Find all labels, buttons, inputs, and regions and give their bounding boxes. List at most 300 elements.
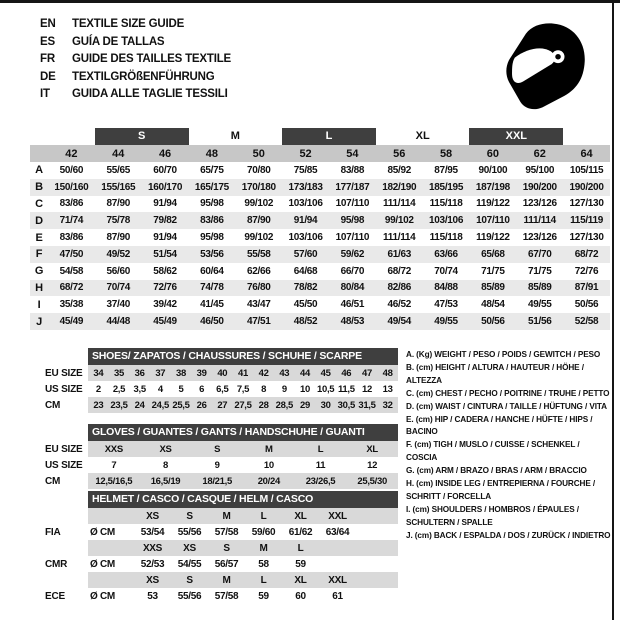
size-value: 12,5/16,5 (95, 475, 133, 487)
language-title: GUIDE DES TAILLES TEXTILE (72, 53, 231, 66)
shoes-row-values (88, 397, 398, 413)
helmet-size-header: S (186, 574, 193, 586)
helmet-size-value: 63/64 (325, 526, 350, 538)
helmet-size-value: 52/53 (140, 558, 165, 570)
helmet-size-value: 54/55 (177, 558, 202, 570)
size-column-header: 56 (393, 147, 406, 160)
size-value: 111/114 (523, 215, 556, 227)
size-value: L (317, 443, 324, 455)
size-value: 45/49 (153, 316, 177, 328)
size-row-a (30, 162, 610, 179)
size-value: 80/84 (340, 282, 365, 294)
size-value: 23 (93, 399, 104, 411)
helmet-values-row (45, 556, 398, 572)
gloves-row-values (88, 441, 398, 457)
size-row-j (30, 313, 610, 330)
size-value: 46/51 (340, 299, 365, 311)
language-row (40, 16, 231, 34)
size-value: 105/115 (569, 164, 604, 176)
helmet-size-header: S (186, 510, 193, 522)
size-value: 60/64 (200, 265, 224, 277)
size-value: 127/130 (569, 232, 604, 244)
size-value: 23,5 (110, 399, 128, 411)
size-value: 75/78 (106, 215, 130, 227)
size-value: 87/90 (106, 198, 130, 210)
size-value: 83/86 (59, 232, 84, 244)
language-title: TEXTILE SIZE GUIDE (72, 18, 185, 30)
size-value: 84/88 (434, 282, 458, 294)
helmet-size-value: 53 (147, 590, 158, 602)
size-value: 10 (263, 459, 274, 471)
size-value: 48/53 (340, 316, 365, 328)
helmet-size-header: M (222, 574, 231, 586)
size-value: 85/89 (481, 282, 505, 294)
size-value: 45 (320, 367, 331, 379)
size-column-header: 50 (252, 147, 265, 160)
size-value: 87/90 (246, 215, 271, 227)
size-value: 35 (114, 367, 124, 379)
size-value: 59/62 (340, 248, 365, 260)
size-value: 85/92 (387, 164, 411, 176)
size-value: 46/50 (200, 316, 224, 328)
helmet-size-value: 56/57 (214, 558, 239, 570)
size-value: 57/60 (293, 248, 318, 260)
size-value: 111/114 (383, 232, 416, 244)
language-code: FR (40, 53, 55, 66)
size-column-header: 64 (580, 147, 593, 160)
size-value: 39/42 (153, 299, 177, 311)
size-column-header: 54 (346, 147, 359, 160)
size-column-header: 42 (65, 147, 78, 160)
size-value: 123/126 (522, 198, 557, 210)
page-border-right (612, 0, 614, 620)
size-value: M (265, 443, 273, 455)
gloves-row (45, 473, 398, 489)
helmet-icon-svg (501, 16, 593, 114)
size-column-header: 44 (112, 147, 125, 160)
size-value: 7 (111, 459, 117, 471)
language-code: IT (40, 88, 50, 101)
legend-item: J. (cm) BACK / ESPALDA / DOS / ZURÜCK / INDIETRO (406, 530, 611, 540)
size-column-header: 62 (533, 147, 546, 160)
size-value: 11,5 (337, 383, 355, 395)
row-label: US SIZE (45, 383, 83, 395)
size-value: 44 (300, 367, 310, 379)
row-label: EU SIZE (45, 367, 83, 379)
legend-item: A. (Kg) WEIGHT / PESO / POIDS / GEWITCH / PESO (406, 350, 601, 359)
row-label: H (35, 281, 43, 294)
shoes-row (45, 397, 398, 413)
size-group-l: L (282, 128, 376, 145)
size-value: 182/190 (382, 181, 417, 193)
size-value: 16,5/19 (150, 475, 181, 487)
size-value: 11 (315, 459, 326, 471)
helmet-size-value: 53/54 (140, 526, 165, 538)
size-value: 8 (163, 459, 168, 471)
shoes-size-table (45, 348, 398, 413)
shoes-title-bar: SHOES/ ZAPATOS / CHAUSSURES / SCHUHE / SCARPE (88, 348, 398, 365)
size-value: 7,5 (236, 383, 250, 395)
size-value: 5 (178, 383, 184, 395)
helmet-size-header: L (260, 574, 267, 586)
row-label: C (35, 197, 43, 210)
legend-item: F. (cm) TIGH / MUSLO / CUISSE / SCHENKEL / COSCIA (406, 440, 580, 463)
size-value: 66/70 (340, 265, 365, 277)
size-value: 119/122 (476, 232, 510, 244)
size-value: 48/54 (481, 299, 505, 311)
shoes-row (45, 365, 398, 381)
size-value: 43 (279, 367, 290, 379)
size-value: 45/50 (293, 299, 318, 311)
helmet-size-header: XXL (328, 574, 347, 586)
helmet-values-row (45, 524, 398, 540)
helmet-size-header: XL (294, 574, 307, 586)
size-value: 107/110 (335, 198, 370, 210)
helmet-size-value: 58 (258, 558, 269, 570)
size-value: 62/66 (246, 265, 271, 277)
helmet-size-header: XL (294, 510, 307, 522)
size-value: 91/94 (153, 198, 177, 210)
size-value: 103/106 (288, 232, 323, 244)
shoes-row (45, 381, 398, 397)
gloves-size-table (45, 424, 398, 489)
size-value: 27 (217, 399, 228, 411)
size-value: 3,5 (133, 383, 146, 395)
diameter-unit: Ø CM (90, 526, 115, 538)
legend-item: D. (cm) WAIST / CINTURA / TAILLE / HÜFTUNG / VITA (406, 401, 607, 411)
size-row-h (30, 280, 610, 297)
size-value: 10 (300, 383, 310, 395)
size-value: 95/98 (200, 198, 224, 210)
language-row (40, 86, 231, 104)
gloves-row (45, 441, 398, 457)
size-group-s: S (95, 128, 189, 145)
size-value: 123/126 (522, 232, 557, 244)
size-value: 18/21,5 (202, 475, 232, 487)
size-value: 51/56 (527, 316, 552, 328)
size-value: 71/74 (59, 215, 84, 227)
size-value: 50/56 (574, 299, 599, 311)
size-value: 61/63 (387, 248, 411, 260)
size-value: 2,5 (112, 383, 126, 395)
size-value: 20/24 (257, 475, 280, 487)
row-label: D (35, 214, 43, 227)
size-value: 37/40 (106, 299, 130, 311)
size-value: 91/94 (153, 232, 177, 244)
size-value: 95/98 (200, 232, 224, 244)
helmet-size-value: 61 (332, 590, 343, 602)
row-label-spacer (45, 424, 88, 441)
size-value: 64/68 (293, 265, 318, 277)
size-value: 40 (217, 367, 228, 379)
size-column-header: 60 (486, 147, 500, 160)
size-value: 37 (155, 367, 166, 379)
size-value: 187/198 (475, 181, 510, 193)
size-value: 56/60 (106, 265, 130, 277)
group-spacer (563, 128, 610, 145)
size-value: 87/91 (574, 282, 599, 294)
size-value: 35/38 (59, 299, 84, 311)
helmet-size-values (88, 588, 398, 604)
size-value: 55/58 (246, 248, 271, 260)
size-value: 27,5 (234, 399, 252, 411)
helmet-size-headers (88, 508, 398, 524)
gloves-header-row (45, 424, 398, 441)
legend-item: I. (cm) SHOULDERS / HOMBROS / ÉPAULES / SCHULTERN / SPALLE (406, 504, 579, 527)
helmet-sizes-row (45, 508, 398, 524)
size-value: 71/75 (527, 265, 552, 277)
size-value: 82/86 (387, 282, 411, 294)
helmet-size-header: L (297, 542, 304, 554)
helmet-size-value: 57/58 (214, 526, 239, 538)
size-column-header: 58 (439, 147, 453, 160)
size-value: 65/68 (481, 248, 505, 260)
helmet-size-header: XXL (328, 510, 347, 522)
helmet-size-value: 59 (295, 558, 306, 570)
helmet-size-value: 60 (295, 590, 306, 602)
size-value: 99/102 (384, 215, 414, 227)
size-value: 119/122 (476, 198, 510, 210)
helmet-size-value: 59/60 (251, 526, 276, 538)
size-value: 72/76 (574, 265, 599, 277)
size-value: 60/70 (153, 164, 177, 176)
helmet-size-values (88, 556, 398, 572)
size-value: 42 (258, 367, 269, 379)
helmet-size-value: 55/56 (177, 590, 202, 602)
size-value: 68/72 (387, 265, 411, 277)
size-value: 25,5 (172, 399, 190, 411)
row-label: G (34, 265, 44, 278)
size-value: 83/88 (340, 164, 365, 176)
size-value: 79/82 (153, 215, 177, 227)
size-value: 63/66 (434, 248, 458, 260)
size-value: 83/86 (59, 198, 84, 210)
size-value: 44/48 (106, 316, 130, 328)
size-value: 71/75 (481, 265, 505, 277)
language-row (40, 51, 231, 69)
size-value: 87/95 (434, 164, 458, 176)
size-value: 32 (382, 399, 393, 411)
size-group-row (30, 128, 610, 145)
row-label: ECE (45, 590, 65, 602)
size-value: 6,5 (216, 383, 229, 395)
size-value: 49/52 (106, 248, 130, 260)
size-value: 52/58 (574, 316, 599, 328)
size-value: 65/75 (200, 164, 224, 176)
row-label: E (35, 231, 43, 244)
measurement-legend (406, 349, 612, 543)
size-value: 103/106 (288, 198, 323, 210)
size-value: 48/52 (293, 316, 318, 328)
gloves-row (45, 457, 398, 473)
helmet-header-row (45, 491, 398, 508)
language-code: DE (40, 70, 56, 83)
row-label: I (37, 298, 41, 311)
size-value: 76/80 (246, 282, 271, 294)
size-value: 70/74 (434, 265, 458, 277)
helmet-size-headers (88, 540, 398, 556)
size-value: 41/45 (200, 299, 224, 311)
size-value: 46/52 (387, 299, 411, 311)
size-group-m: M (230, 130, 240, 142)
size-value: 74/78 (200, 282, 224, 294)
row-label: CM (45, 475, 61, 487)
row-label-spacer (45, 572, 88, 588)
size-value: 160/170 (148, 181, 183, 193)
size-value: 83/86 (200, 215, 224, 227)
size-value: 6 (199, 383, 205, 395)
size-value: 13 (382, 383, 393, 395)
size-value: 46 (341, 367, 352, 379)
helmet-size-header: XXS (142, 542, 163, 554)
size-value: 34 (93, 367, 104, 379)
size-value: 165/175 (194, 181, 229, 193)
size-value: 90/100 (478, 164, 508, 176)
size-value: 9 (214, 459, 220, 471)
size-value: 115/118 (429, 232, 463, 244)
legend-item: G. (cm) ARM / BRAZO / BRAS / ARM / BRACCIO (406, 466, 587, 476)
size-value: XXS (104, 443, 123, 455)
size-value: 30 (320, 399, 331, 411)
size-value: 95/100 (525, 164, 555, 176)
legend-item: B. (cm) HEIGHT / ALTURA / HAUTEUR / HÖHE / ALTEZZA (406, 362, 584, 385)
size-value: 10,5 (317, 383, 335, 395)
shoes-row-values (88, 365, 398, 381)
size-value: 67/70 (527, 248, 552, 260)
helmet-size-value: 55/56 (177, 526, 202, 538)
helmet-size-header: XS (146, 574, 159, 586)
size-value: 107/110 (476, 215, 510, 227)
size-value: 2 (95, 383, 101, 395)
helmet-size-header: L (260, 510, 267, 522)
size-value: 47/53 (434, 299, 458, 311)
language-title: TEXTILGRÖßENFÜHRUNG (72, 70, 215, 83)
legend-item: E. (cm) HIP / CADERA / HANCHE / HÜFTE / HIPS / BACINO (406, 414, 593, 437)
language-code: EN (40, 18, 56, 30)
size-value: 31,5 (358, 399, 376, 411)
row-label-spacer (45, 540, 88, 556)
size-value: 54/58 (59, 265, 84, 277)
row-label-spacer (45, 491, 88, 508)
size-row-c (30, 196, 610, 213)
size-row-g (30, 263, 610, 280)
textile-size-table (30, 128, 610, 330)
size-value: 47/50 (59, 248, 84, 260)
helmet-size-header: M (222, 510, 231, 522)
size-value: 9 (281, 383, 287, 395)
row-label: CM (45, 399, 61, 411)
row-label-spacer (45, 508, 88, 524)
size-value: 70/74 (106, 282, 130, 294)
size-value: 190/200 (569, 181, 604, 193)
gloves-row-values (88, 473, 398, 489)
size-value: 95/98 (340, 215, 365, 227)
helmet-size-table (45, 491, 398, 604)
corner-spacer (30, 128, 48, 145)
size-value: 24 (134, 399, 145, 411)
helmet-size-header: M (259, 542, 268, 554)
size-value: 58/62 (153, 265, 177, 277)
size-value: 51/54 (153, 248, 177, 260)
size-value: 150/160 (54, 181, 89, 193)
size-value: 190/200 (522, 181, 557, 193)
helmet-size-value: 57/58 (214, 590, 239, 602)
helmet-values-row (45, 588, 398, 604)
size-value: 68/72 (59, 282, 84, 294)
helmet-size-header: XS (146, 510, 159, 522)
size-value: 155/165 (101, 181, 136, 193)
size-value: 41 (238, 367, 248, 379)
helmet-size-headers (88, 572, 398, 588)
size-value: 48 (382, 367, 393, 379)
size-row-i (30, 296, 610, 313)
size-row-f (30, 246, 610, 263)
size-value: 47/51 (246, 316, 271, 328)
gloves-row-values (88, 457, 398, 473)
helmet-sizes-row (45, 540, 398, 556)
size-row-b (30, 179, 610, 196)
size-value: 91/94 (293, 215, 318, 227)
helmet-size-header: S (223, 542, 230, 554)
size-value: 45/49 (59, 316, 84, 328)
size-value: 23/26,5 (305, 475, 336, 487)
diameter-unit: Ø CM (90, 590, 115, 602)
helmet-size-value: 59 (258, 590, 269, 602)
size-value: 111/114 (383, 198, 416, 210)
size-value: 12 (362, 383, 372, 395)
page-border-top (0, 0, 620, 3)
diameter-unit: Ø CM (90, 558, 115, 570)
size-value: 29 (300, 399, 310, 411)
size-value: 72/76 (153, 282, 177, 294)
size-group-xl: XL (415, 130, 430, 142)
size-row-d (30, 212, 610, 229)
size-value: 24,5 (151, 399, 169, 411)
row-label: EU SIZE (45, 443, 83, 455)
helmet-sizes-row (45, 572, 398, 588)
size-value: 39 (196, 367, 207, 379)
size-value: 99/102 (244, 232, 274, 244)
size-value: 68/72 (574, 248, 599, 260)
helmet-size-values (88, 524, 398, 540)
row-label: FIA (45, 526, 61, 538)
size-value: 99/102 (244, 198, 274, 210)
gloves-title-bar: GLOVES / GUANTES / GANTS / HANDSCHUHE / GUANTI (88, 424, 398, 441)
shoes-header-row (45, 348, 398, 365)
size-value: 53/56 (200, 248, 224, 260)
row-label: F (35, 248, 43, 261)
size-value: 8 (261, 383, 267, 395)
language-row (40, 69, 231, 87)
row-label: US SIZE (45, 459, 83, 471)
helmet-title-bar: HELMET / CASCO / CASQUE / HELM / CASCO (88, 491, 398, 508)
size-value: 70/80 (246, 164, 271, 176)
size-value: 36 (134, 367, 145, 379)
size-value: XL (366, 443, 378, 455)
row-label: B (35, 181, 43, 194)
group-spacer (48, 128, 95, 145)
size-column-header: 52 (299, 147, 312, 160)
size-value: 50/60 (59, 164, 84, 176)
size-value: 26 (196, 399, 207, 411)
row-label: J (36, 315, 42, 328)
size-value: 30,5 (337, 399, 355, 411)
size-value: XS (159, 443, 172, 455)
size-value: 115/118 (429, 198, 463, 210)
language-row (40, 34, 231, 52)
size-value: 28 (258, 399, 269, 411)
size-value: 75/85 (293, 164, 318, 176)
